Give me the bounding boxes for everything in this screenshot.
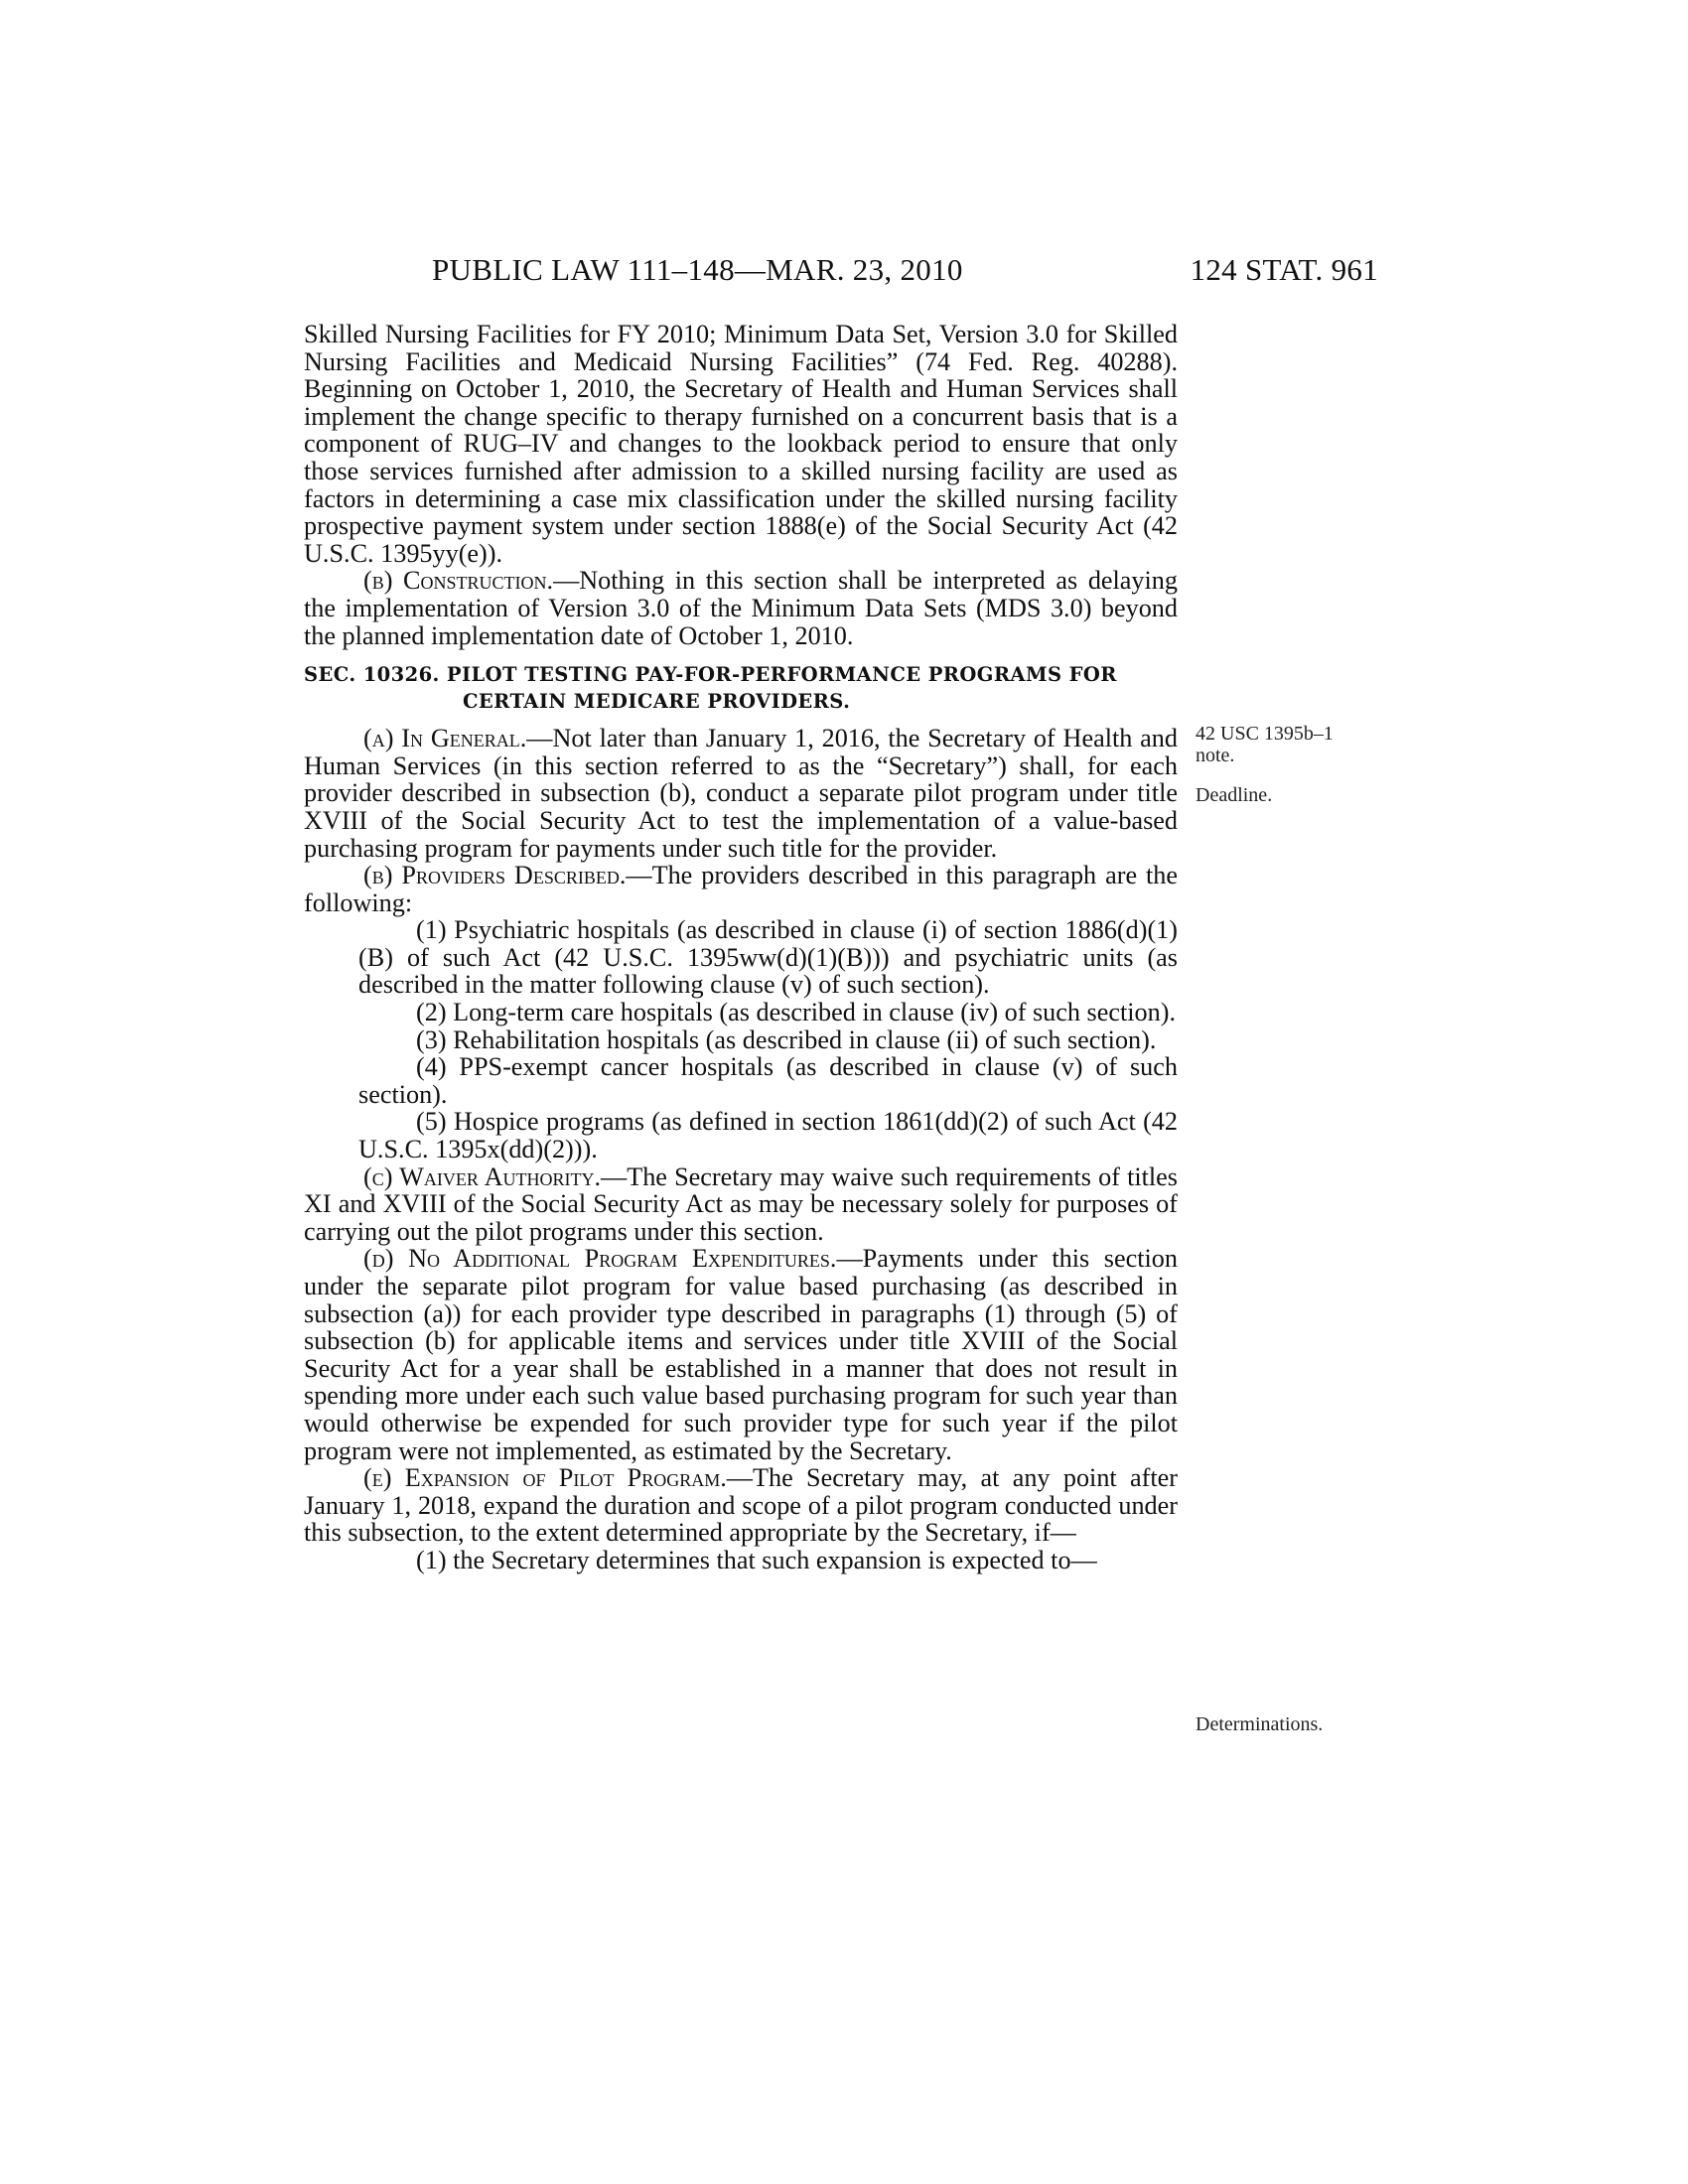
subsection-heading: (b) Providers Described. — [363, 861, 627, 890]
subsection-heading: (d) No Additional Program Expenditures. — [363, 1244, 837, 1274]
section-heading-line-2: CERTAIN MEDICARE PROVIDERS. — [463, 690, 851, 714]
subsection-heading: (b) Construction. — [363, 566, 554, 596]
subsection-text: —Not later than January 1, 2016, the Secretary of Health and Human Services (in this section referred to as the “Secretary”) shall, for each provider described in subsection (b), conduct a separate pilot program under title XVIII of the Social Security Act to test the implementation of a value-based purchasing program for payments under such title for the provider. — [304, 724, 1178, 863]
subsection-b-construction — [304, 567, 1178, 649]
margin-note-deadline: Deadline. — [1196, 784, 1273, 806]
subsection-text: —The Secretary may waive such requirements of titles XI and XVIII of the Social Security Act as may be necessary solely for purposes of carrying out the pilot programs under this section. — [304, 1161, 1178, 1246]
subsection-c-waiver-authority — [304, 1163, 1178, 1246]
section-heading-line-1: SEC. 10326. PILOT TESTING PAY-FOR-PERFORMANCE PROGRAMS FOR — [304, 663, 1117, 687]
paragraph-item-4: (4) PPS-exempt cancer hospitals (as described in clause (v) of such section). — [358, 1052, 1178, 1109]
margin-note-usc-line-2: note. — [1196, 745, 1235, 766]
subsection-d-no-additional-expenditures — [304, 1245, 1178, 1464]
paragraph-item-5: (5) Hospice programs (as defined in section 1861(dd)(2) of such Act (42 U.S.C. 1395x(dd)(2))). — [358, 1107, 1178, 1164]
paragraph-continuation: Skilled Nursing Facilities for FY 2010; Minimum Data Set, Version 3.0 for Skilled Nursing Facilities and Medicaid Nursing Facilities” (74 Fed. Reg. 40288). Beginning on October 1, 2010, the Secretary of Health and Human Services shall implement the change specific to therapy furnished on a concurrent basis that is a component of RUG–IV and changes to the lookback period to ensure that only those services furnished after admission to a skilled nursing facility are used as factors in determining a case mix classification under the skilled nursing facility prospective payment system under section 1888(e) of the Social Security Act (42 U.S.C. 1395yy(e)). — [304, 320, 1178, 568]
paragraph-item-3: (3) Rehabilitation hospitals (as described in clause (ii) of such section). — [416, 1024, 1157, 1054]
subsection-text: —Nothing in this section shall be interpreted as delaying the implementation of Version 3.0 of the Minimum Data Sets (MDS 3.0) beyond the planned implementation date of October 1, 2010. — [304, 566, 1178, 650]
subsection-text: —Payments under this section under the separate pilot program for value based purchasing (as described in subsection (a)) for each provider type described in paragraphs (1) through (5) of subsection (b) for applicable items and services under title XVIII of the Social Security Act for a year shall be established in a manner that does not result in spending more under each such value based purchasing program for such year than would otherwise be expended for such provider type for such year if the pilot program were not implemented, as estimated by the Secretary. — [304, 1244, 1178, 1465]
page-number: 124 STAT. 961 — [1190, 252, 1378, 287]
paragraph-e-item-1: (1) the Secretary determines that such expansion is expected to— — [416, 1545, 1097, 1574]
subsection-text: —The Secretary may, at any point after January 1, 2018, expand the duration and scope of a pilot program conducted under this subsection, to the extent determined appropriate by the Secretary, if— — [304, 1463, 1178, 1548]
subsection-heading: (c) Waiver Authority. — [363, 1161, 602, 1191]
subsection-e-expansion — [304, 1464, 1178, 1547]
subsection-text: —The providers described in this paragraph are the following: — [304, 861, 1178, 917]
section-heading — [304, 661, 1178, 715]
subsection-heading: (a) In General. — [363, 724, 527, 753]
paragraph-item-2: (2) Long-term care hospitals (as described in clause (iv) of such section). — [416, 998, 1176, 1027]
running-header-title: PUBLIC LAW 111–148—MAR. 23, 2010 — [432, 252, 963, 287]
subsection-heading: (e) Expansion of Pilot Program. — [363, 1463, 727, 1493]
margin-note-usc — [1196, 723, 1334, 766]
subsection-a-in-general — [304, 725, 1178, 862]
margin-note-determinations: Determinations. — [1196, 1713, 1324, 1735]
margin-note-usc-line-1: 42 USC 1395b–1 — [1196, 723, 1334, 745]
paragraph-item-1: (1) Psychiatric hospitals (as described in clause (i) of section 1886(d)(1)(B) of such Act (42 U.S.C. 1395ww(d)(1)(B))) and psychiatric units (as described in the matter following clause (v) of such section). — [358, 915, 1178, 1000]
statute-body — [304, 321, 1178, 1574]
subsection-b-providers-described — [304, 862, 1178, 916]
